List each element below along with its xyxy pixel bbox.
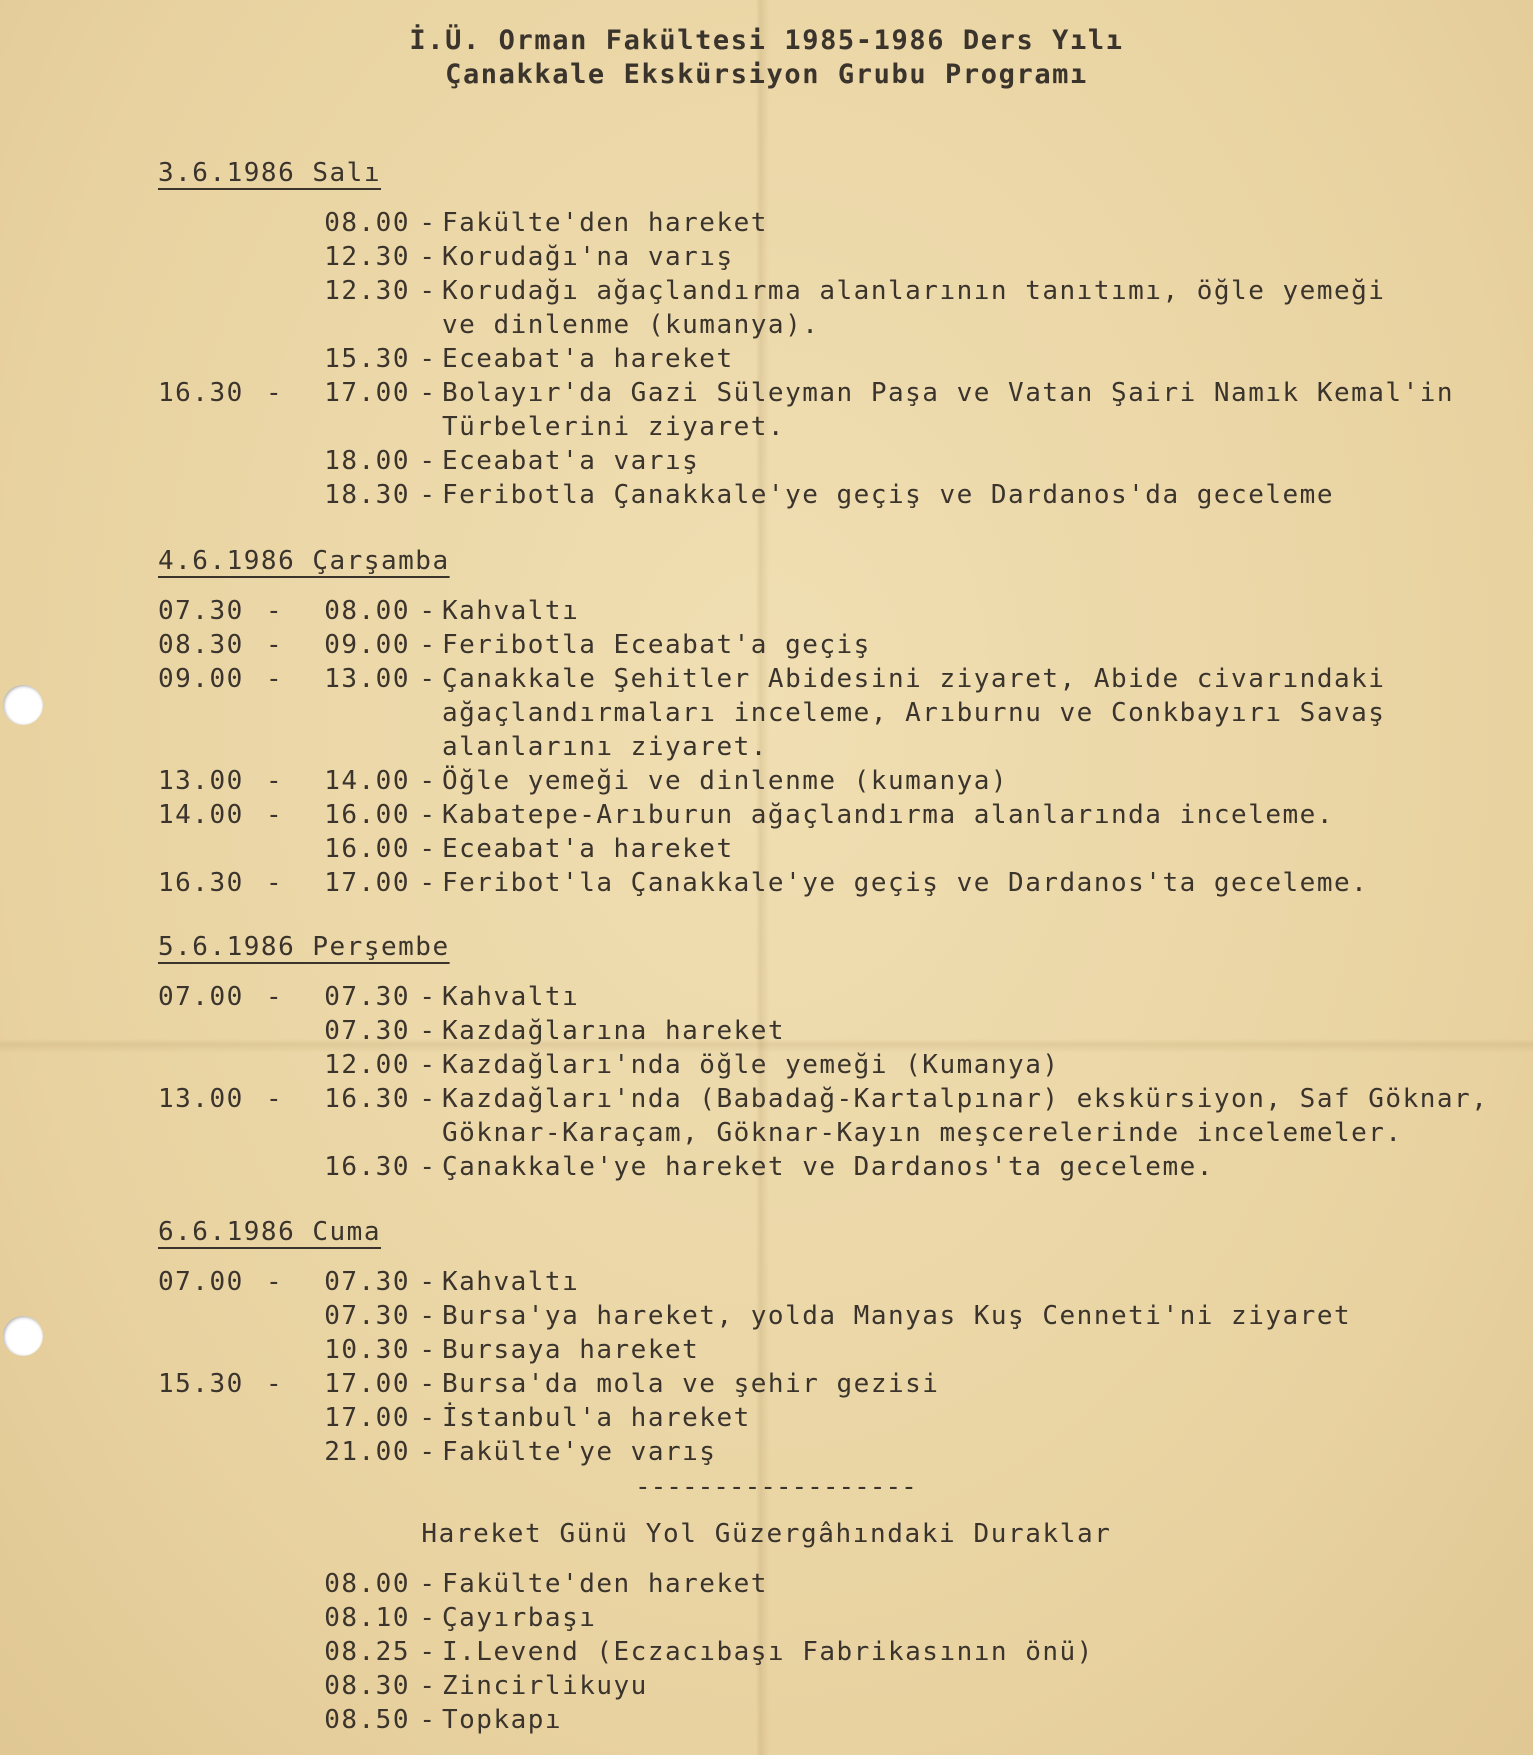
item-dash: -	[419, 1603, 437, 1633]
item-dash: -	[419, 868, 437, 898]
end-time: 15.30	[324, 344, 410, 374]
schedule-row	[158, 798, 1518, 832]
range-dash: -	[266, 982, 284, 1012]
item-dash: -	[419, 630, 437, 660]
item-dash: -	[419, 766, 437, 796]
start-time: 16.30	[158, 868, 244, 898]
activity-description: Eceabat'a hareket	[442, 344, 734, 374]
stop-time: 08.30	[324, 1671, 410, 1701]
schedule-row	[158, 594, 1518, 628]
day-heading: 4.6.1986 Çarşamba	[158, 546, 450, 576]
schedule-row	[158, 832, 1518, 866]
item-dash: -	[419, 242, 437, 272]
schedule-row	[158, 1265, 1518, 1299]
activity-description: Fakülte'den hareket	[442, 208, 768, 238]
range-dash: -	[266, 1369, 284, 1399]
activity-description-continued: Göknar-Karaçam, Göknar-Kayın meşcerelerinde incelemeler.	[442, 1118, 1403, 1148]
stop-name: Zincirlikuyu	[442, 1671, 648, 1701]
schedule-row	[158, 866, 1518, 900]
start-time: 09.00	[158, 664, 244, 694]
activity-description-continued: alanlarını ziyaret.	[442, 732, 768, 762]
activity-description: Bursaya hareket	[442, 1335, 700, 1365]
activity-description: Kazdağlarına hareket	[442, 1016, 786, 1046]
end-time: 18.30	[324, 480, 410, 510]
activity-description: Bolayır'da Gazi Süleyman Paşa ve Vatan Şairi Namık Kemal'in	[442, 378, 1455, 408]
end-time: 16.30	[324, 1084, 410, 1114]
item-dash: -	[419, 1637, 437, 1667]
end-time: 07.30	[324, 1016, 410, 1046]
item-dash: -	[419, 1301, 437, 1331]
end-time: 16.30	[324, 1152, 410, 1182]
end-time: 16.00	[324, 800, 410, 830]
activity-description: Kahvaltı	[442, 1267, 580, 1297]
activity-description: Eceabat'a hareket	[442, 834, 734, 864]
document-subtitle: Çanakkale Ekskürsiyon Grubu Programı	[445, 59, 1088, 90]
end-time: 07.30	[324, 982, 410, 1012]
start-time: 07.00	[158, 1267, 244, 1297]
end-time: 17.00	[324, 378, 410, 408]
schedule-row	[158, 478, 1518, 512]
activity-description: Feribot'la Çanakkale'ye geçiş ve Dardanos'ta geceleme.	[442, 868, 1369, 898]
range-dash: -	[266, 766, 284, 796]
stop-row	[158, 1669, 1518, 1703]
item-dash: -	[419, 276, 437, 306]
start-time: 07.30	[158, 596, 244, 626]
end-time: 12.30	[324, 276, 410, 306]
start-time: 16.30	[158, 378, 244, 408]
schedule-row	[158, 980, 1518, 1014]
activity-description: Kahvaltı	[442, 982, 580, 1012]
stop-name: I.Levend (Eczacıbaşı Fabrikasının önü)	[442, 1637, 1094, 1667]
stop-row	[158, 1601, 1518, 1635]
schedule-row	[158, 1299, 1518, 1333]
end-time: 21.00	[324, 1437, 410, 1467]
activity-description: Feribotla Eceabat'a geçiş	[442, 630, 871, 660]
item-dash: -	[419, 664, 437, 694]
start-time: 13.00	[158, 1084, 244, 1114]
start-time: 14.00	[158, 800, 244, 830]
schedule-row	[158, 764, 1518, 798]
item-dash: -	[419, 446, 437, 476]
item-dash: -	[419, 378, 437, 408]
start-time: 13.00	[158, 766, 244, 796]
stop-name: Fakülte'den hareket	[442, 1569, 768, 1599]
end-time: 13.00	[324, 664, 410, 694]
range-dash: -	[266, 378, 284, 408]
item-dash: -	[419, 1437, 437, 1467]
stop-row	[158, 1703, 1518, 1737]
end-time: 09.00	[324, 630, 410, 660]
separator-line: ------------------	[635, 1472, 917, 1502]
end-time: 12.30	[324, 242, 410, 272]
item-dash: -	[419, 1016, 437, 1046]
item-dash: -	[419, 1335, 437, 1365]
end-time: 18.00	[324, 446, 410, 476]
stop-name: Topkapı	[442, 1705, 563, 1735]
item-dash: -	[419, 982, 437, 1012]
schedule-row	[158, 1333, 1518, 1367]
activity-description: Öğle yemeği ve dinlenme (kumanya)	[442, 766, 1009, 796]
item-dash: -	[419, 1152, 437, 1182]
schedule-row	[158, 1150, 1518, 1184]
day-heading: 6.6.1986 Cuma	[158, 1217, 381, 1247]
schedule-row	[158, 444, 1518, 478]
range-dash: -	[266, 800, 284, 830]
activity-description: Kabatepe-Arıburun ağaçlandırma alanlarında inceleme.	[442, 800, 1334, 830]
punch-hole	[3, 685, 43, 725]
item-dash: -	[419, 1705, 437, 1735]
start-time: 08.30	[158, 630, 244, 660]
activity-description: Kazdağları'nda (Babadağ-Kartalpınar) ekskürsiyon, Saf Göknar,	[442, 1084, 1489, 1114]
end-time: 16.00	[324, 834, 410, 864]
activity-description: Kazdağları'nda öğle yemeği (Kumanya)	[442, 1050, 1060, 1080]
activity-description: İstanbul'a hareket	[442, 1403, 751, 1433]
stop-name: Çayırbaşı	[442, 1603, 597, 1633]
end-time: 14.00	[324, 766, 410, 796]
stop-time: 08.50	[324, 1705, 410, 1735]
stop-time: 08.25	[324, 1637, 410, 1667]
range-dash: -	[266, 1267, 284, 1297]
item-dash: -	[419, 344, 437, 374]
stop-row	[158, 1567, 1518, 1601]
activity-description: Fakülte'ye varış	[442, 1437, 717, 1467]
item-dash: -	[419, 1084, 437, 1114]
item-dash: -	[419, 208, 437, 238]
day-heading: 3.6.1986 Salı	[158, 158, 381, 188]
stop-row	[158, 1635, 1518, 1669]
schedule-row	[158, 1082, 1518, 1116]
schedule-row	[158, 376, 1518, 410]
schedule-row	[158, 1401, 1518, 1435]
activity-description-continued: ağaçlandırmaları inceleme, Arıburnu ve Conkbayırı Savaş	[442, 698, 1386, 728]
activity-description: Çanakkale'ye hareket ve Dardanos'ta geceleme.	[442, 1152, 1214, 1182]
activity-description-continued: Türbelerini ziyaret.	[442, 412, 786, 442]
end-time: 10.30	[324, 1335, 410, 1365]
item-dash: -	[419, 834, 437, 864]
end-time: 17.00	[324, 1403, 410, 1433]
day-heading: 5.6.1986 Perşembe	[158, 932, 450, 962]
activity-description: Korudağı ağaçlandırma alanlarının tanıtımı, öğle yemeği	[442, 276, 1386, 306]
schedule-row	[158, 206, 1518, 240]
end-time: 12.00	[324, 1050, 410, 1080]
range-dash: -	[266, 630, 284, 660]
schedule-row	[158, 240, 1518, 274]
activity-description: Feribotla Çanakkale'ye geçiş ve Dardanos'da geceleme	[442, 480, 1334, 510]
start-time: 15.30	[158, 1369, 244, 1399]
stop-time: 08.10	[324, 1603, 410, 1633]
activity-description: Bursa'da mola ve şehir gezisi	[442, 1369, 940, 1399]
item-dash: -	[419, 1403, 437, 1433]
stop-time: 08.00	[324, 1569, 410, 1599]
schedule-row	[158, 342, 1518, 376]
schedule-row	[158, 1435, 1518, 1469]
schedule-row	[158, 662, 1518, 696]
schedule-row	[158, 274, 1518, 308]
item-dash: -	[419, 1050, 437, 1080]
range-dash: -	[266, 1084, 284, 1114]
activity-description: Eceabat'a varış	[442, 446, 700, 476]
activity-description-continued: ve dinlenme (kumanya).	[442, 310, 820, 340]
end-time: 17.00	[324, 1369, 410, 1399]
item-dash: -	[419, 1267, 437, 1297]
schedule-row	[158, 628, 1518, 662]
item-dash: -	[419, 800, 437, 830]
item-dash: -	[419, 1369, 437, 1399]
stops-title: Hareket Günü Yol Güzergâhındaki Duraklar	[421, 1519, 1112, 1549]
schedule-row	[158, 1367, 1518, 1401]
start-time: 07.00	[158, 982, 244, 1012]
range-dash: -	[266, 664, 284, 694]
end-time: 17.00	[324, 868, 410, 898]
activity-description: Korudağı'na varış	[442, 242, 734, 272]
item-dash: -	[419, 596, 437, 626]
schedule-row	[158, 1048, 1518, 1082]
document-title: İ.Ü. Orman Fakültesi 1985-1986 Ders Yılı	[409, 25, 1124, 56]
end-time: 07.30	[324, 1301, 410, 1331]
end-time: 08.00	[324, 208, 410, 238]
activity-description: Çanakkale Şehitler Abidesini ziyaret, Abide civarındaki	[442, 664, 1386, 694]
activity-description: Bursa'ya hareket, yolda Manyas Kuş Cenneti'ni ziyaret	[442, 1301, 1352, 1331]
range-dash: -	[266, 596, 284, 626]
end-time: 08.00	[324, 596, 410, 626]
item-dash: -	[419, 1671, 437, 1701]
end-time: 07.30	[324, 1267, 410, 1297]
activity-description: Kahvaltı	[442, 596, 580, 626]
item-dash: -	[419, 480, 437, 510]
range-dash: -	[266, 868, 284, 898]
schedule-row	[158, 1014, 1518, 1048]
item-dash: -	[419, 1569, 437, 1599]
punch-hole	[3, 1316, 43, 1356]
